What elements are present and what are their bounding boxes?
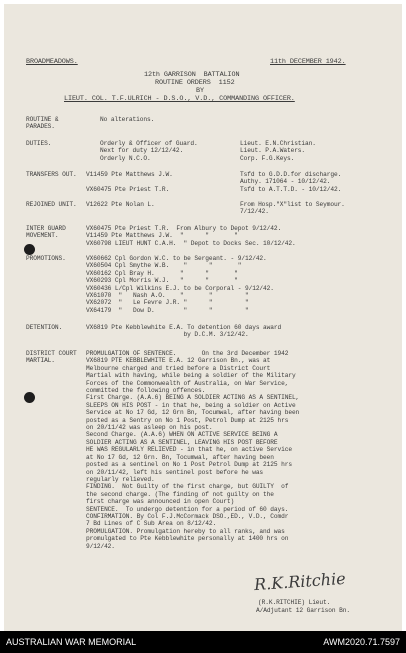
routine-heading: ROUTINE & PARADES. (26, 116, 59, 131)
punch-hole-top (24, 244, 35, 255)
detention-heading: DETENTION. (26, 324, 63, 331)
archive-reference: AWM2020.71.7597 (323, 637, 400, 647)
punch-hole-bottom (24, 392, 35, 403)
order-date: 11th DECEMBER 1942. (270, 58, 346, 66)
rejoined-right: From Hosp."X"list to Seymour. 7/12/42. (240, 201, 345, 216)
duties-left: Orderly & Officer of Guard. Next for duty 12/12/42. Orderly N.C.O. (100, 140, 198, 162)
inter-guard-text: VX60475 Pte Priest T.R. From Albury to Depot 9/12/42. V11459 Pte Matthews J.W. " " " VX60798 LIEUT HUNT C.A.H. " Depot to Docks Sec. 10/12/42. (86, 225, 296, 247)
orders-title: ROUTINE ORDERS 1152 (155, 79, 235, 87)
transfers-left: V11459 Pte Matthews J.W. VX60475 Pte Priest T.R. (86, 171, 173, 193)
promotions-text: VX60662 Cpl Gordon W.C. to be Sergeant. - 9/12/42. VX60504 Cpl Smythe W.B. " " " VX60162 Cpl Bray H. " " " VX60293 Cpl Morris W.J. " " " VX60436 L/Cpl Wilkins E.J. to be Corporal - 9/12/42. VX61070 " Nash A.O. " " " VX62072 " Le Fevre J.R. " " " VX64179 " Dow D. " " " (86, 255, 274, 314)
commander-line: LIEUT. COL. T.F.ULRICH - D.S.O., V.D., COMMANDING OFFICER. (64, 95, 295, 103)
signatory-name: (R.K.RITCHIE) Lieut. (258, 599, 331, 606)
detention-text: VX6819 Pte Kebblewhite E.A. To detention 60 days award by D.C.M. 3/12/42. (86, 324, 282, 339)
duties-right: Lieut. E.N.Christian. Lieut. P.A.Waters. Corp. F.G.Keys. (240, 140, 316, 162)
transfers-heading: TRANSFERS OUT. (26, 171, 77, 178)
inter-guard-heading: INTER GUARD MOVEMENT. (26, 225, 66, 240)
battalion-title: 12th GARRISON BATTALION (144, 71, 240, 79)
by-line: BY (196, 87, 204, 95)
transfers-right: Tsfd to G.D.D.for discharge. Authy. 171064 - 10/12/42. Tsfd to A.T.T.D. - 10/12/42. (240, 171, 342, 193)
document-page (4, 4, 402, 631)
handwritten-signature: R.K.Ritchie (253, 568, 347, 595)
duties-heading: DUTIES. (26, 140, 52, 147)
rejoined-heading: REJOINED UNIT. (26, 201, 77, 208)
archive-footer (0, 631, 406, 653)
location-heading: BROADMEADOWS. (26, 58, 78, 66)
signatory-title: A/Adjutant 12 Garrison Bn. (256, 607, 350, 614)
routine-text: No alterations. (100, 116, 155, 123)
court-martial-text: PROMULGATION OF SENTENCE. On the 3rd December 1942 VX6819 PTE KEBBLEWHITE E.A. 12 Garrison Bn., was at Melbourne charged and tried before a District Court Martial with having, while being a soldier of the Military Forces of the Commonwealth of Australia, on War Service, committed the following offences. First Charge. (A.A.6) BEING A SOLDIER ACTING AS A SENTINEL, SLEEPS ON HIS POST - in that he, being a soldier on Active Service at No 17 Gd, 12 Grn Bn, Tocumwal, after having been posted as a Sentry on No 1 Post, Petrol Dump at 2125 hrs on 20/11/42 was asleep on his post. Second Charge. (A.A.6) WHEN ON ACTIVE SERVICE BEING A SOLDIER ACTING AS A SENTINEL, LEAVING HIS POST BEFORE HE WAS REGULARLY RELIEVED - in that he, on active Service at No 17 Gd, 12 Grn. Bn, Tocumwal, after having been posted as a sentinel on No 1 Post Petrol Dump at 2125 hrs on 20/11/42, left his sentinel post before he was regularly relieved. FINDING. Not Guilty of the first charge, but GUILTY of the second charge. (The finding of not guilty on the first charge was announced in open Court) SENTENCE. To undergo detention for a period of 60 days. CONFIRMATION. By Col F.J.McCormack DSO.,ED., V.D., Comdr 7 Bd Lines of C Sub Area on 8/12/42. PROMULGATION. Promulgation hereby to all ranks, and was promulgated to Pte Kebblewhite personally at 1400 hrs on 9/12/42. (86, 350, 300, 550)
court-martial-heading: DISTRICT COURT MARTIAL. (26, 350, 77, 365)
archive-name: AUSTRALIAN WAR MEMORIAL (6, 637, 137, 647)
promotions-heading: PROMOTIONS. (26, 255, 66, 262)
rejoined-left: V12622 Pte Nolan L. (86, 201, 155, 208)
